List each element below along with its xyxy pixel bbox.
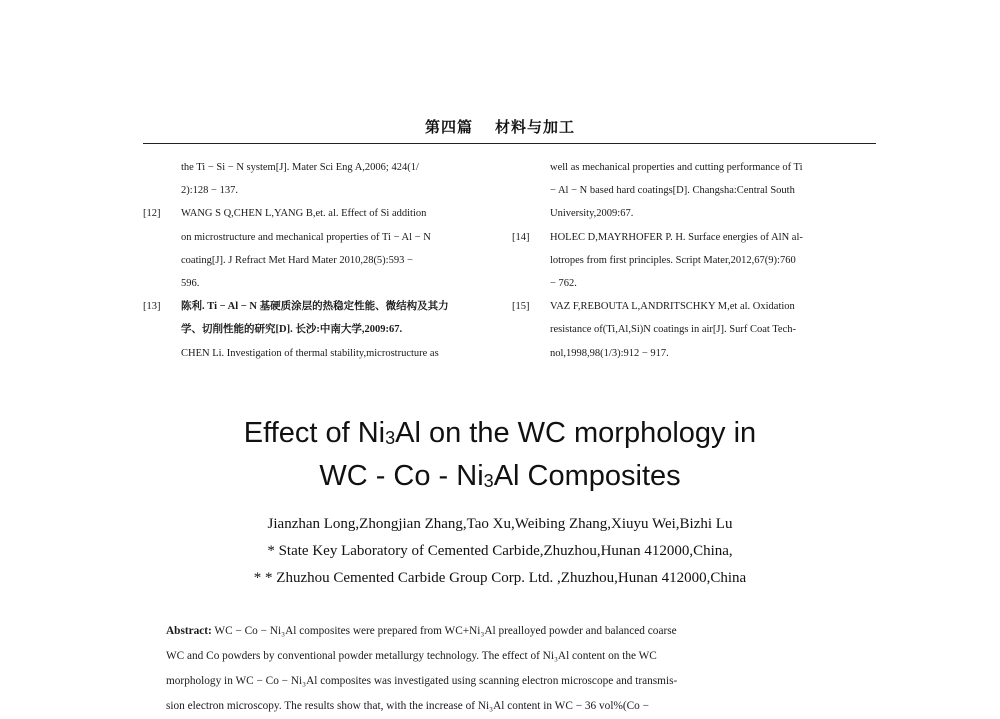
affiliation-2: * * Zhuzhou Cemented Carbide Group Corp. Ltd. ,Zhuzhou,Hunan 412000,China <box>253 570 747 586</box>
header-rule <box>143 143 876 144</box>
reference-line: − Al − N based hard coatings[D]. Changsha:Central South <box>550 185 795 197</box>
article-title-line-2 <box>0 460 1000 493</box>
references-right-column <box>512 156 877 365</box>
reference-line: the Ti − Si − N system[J]. Mater Sci Eng A,2006; 424(1/ <box>181 162 419 173</box>
running-header <box>0 116 1000 137</box>
title-text: Effect of Ni <box>243 417 386 449</box>
reference-line: on microstructure and mechanical properties of Ti − Al − N <box>181 231 431 243</box>
reference-line: VAZ F,REBOUTA L,ANDRITSCHKY M,et al. Oxidation <box>550 301 795 313</box>
title-subscript: 3 <box>483 471 494 491</box>
abstract-line: sion electron microscopy. The results show that, with the increase of Ni₃Al content in WC − 36 vol%(Co − <box>166 700 650 712</box>
abstract-line: WC and Co powders by conventional powder metallurgy technology. The effect of Ni₃Al content on the WC <box>166 650 657 662</box>
reference-line: 学、切削性能的研究[D]. 长沙:中南大学,2009:67. <box>181 324 403 336</box>
reference-continued <box>143 156 483 202</box>
title-text: Al Composites <box>493 460 681 492</box>
reference-number: [15] <box>512 301 530 313</box>
title-text: WC - Co - Ni <box>319 460 484 492</box>
reference-line: − 762. <box>550 278 577 290</box>
reference-line: 2):128 − 137. <box>181 185 238 197</box>
reference-line: 596. <box>181 278 200 290</box>
reference-line: HOLEC D,MAYRHOFER P. H. Surface energies of AlN al- <box>550 231 803 243</box>
reference-line: nol,1998,98(1/3):912 − 917. <box>550 347 669 359</box>
title-subscript: 3 <box>385 428 396 448</box>
reference-13 <box>143 295 483 365</box>
reference-14 <box>512 226 877 296</box>
reference-number: [14] <box>512 231 530 243</box>
article-title-line-1 <box>0 417 1000 450</box>
abstract <box>166 619 830 719</box>
reference-continued <box>512 156 877 226</box>
reference-line: lotropes from first principles. Script Mater,2012,67(9):760 <box>550 254 796 266</box>
abstract-line <box>166 619 830 644</box>
reference-line: CHEN Li. Investigation of thermal stability,microstructure as <box>181 347 439 359</box>
reference-line: WANG S Q,CHEN L,YANG B,et. al. Effect of Si addition <box>181 208 427 220</box>
abstract-label: Abstract: <box>166 625 212 637</box>
reference-12 <box>143 202 483 295</box>
abstract-text: WC − Co − Ni₃Al composites were prepared from WC+Ni₃Al prealloyed powder and balanced coarse <box>211 625 677 637</box>
reference-line: coating[J]. J Refract Met Hard Mater 2010,28(5):593 − <box>181 254 413 266</box>
reference-number: [12] <box>143 208 161 220</box>
reference-number: [13] <box>143 301 161 313</box>
reference-line: 陈利. Ti − Al − N 基硬质涂层的热稳定性能、微结构及其力 <box>181 301 449 313</box>
header-section: 第四篇 <box>424 118 473 136</box>
reference-line: well as mechanical properties and cutting performance of Ti <box>550 162 803 173</box>
title-text: Al on the WC morphology in <box>395 417 757 449</box>
header-title: 材料与加工 <box>495 118 576 136</box>
reference-line: University,2009:67. <box>550 208 634 220</box>
reference-line: resistance of(Ti,Al,Si)N coatings in air[J]. Surf Coat Tech- <box>550 324 796 336</box>
affiliation-1: * State Key Laboratory of Cemented Carbide,Zhuzhou,Hunan 412000,China, <box>267 543 733 559</box>
reference-15 <box>512 295 877 365</box>
abstract-line: morphology in WC − Co − Ni₃Al composites was investigated using scanning electron microscope and transmis- <box>166 675 678 687</box>
author-list: Jianzhan Long,Zhongjian Zhang,Tao Xu,Weibing Zhang,Xiuyu Wei,Bizhi Lu <box>267 516 733 532</box>
references-left-column <box>143 156 483 365</box>
